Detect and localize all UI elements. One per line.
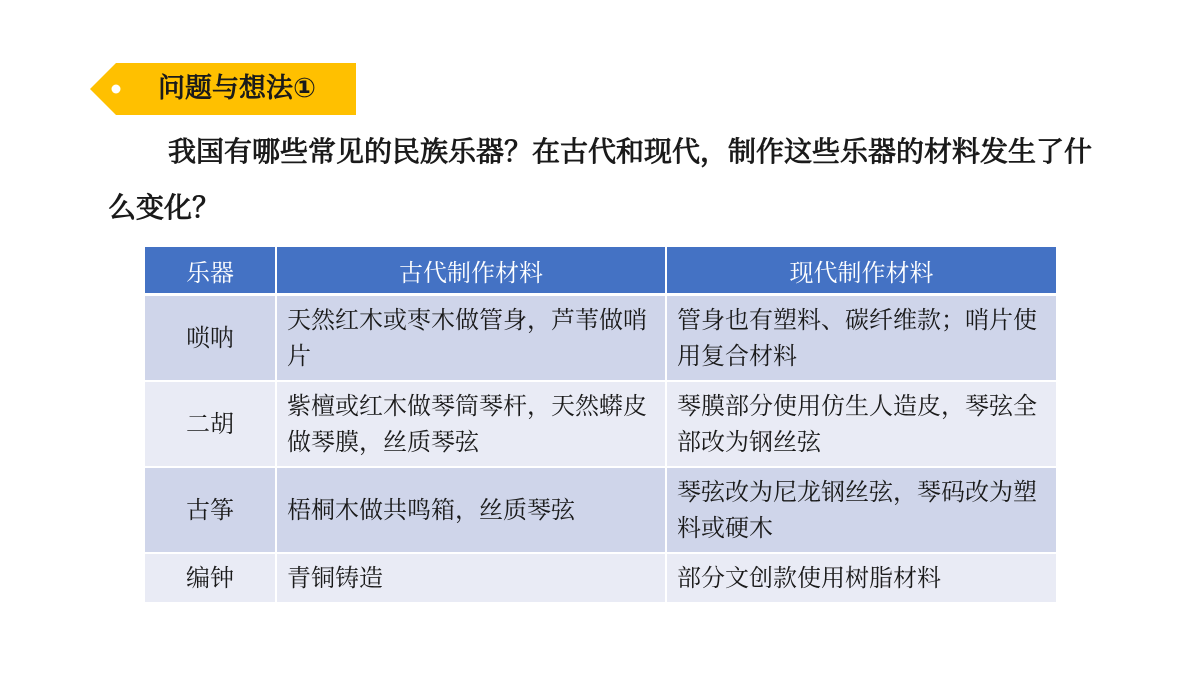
section-tag <box>90 63 356 115</box>
modern-material-cell: 管身也有塑料、碳纤维款；哨片使用复合材料 <box>666 295 1056 382</box>
instrument-cell: 唢呐 <box>145 295 276 382</box>
instrument-cell: 二胡 <box>145 381 276 467</box>
table-row <box>145 467 1056 553</box>
table-header-row <box>145 247 1056 295</box>
header-ancient-materials: 古代制作材料 <box>276 247 666 295</box>
table-row <box>145 381 1056 467</box>
materials-table <box>145 247 1056 604</box>
instrument-cell: 编钟 <box>145 553 276 603</box>
modern-material-cell: 琴弦改为尼龙钢丝弦，琴码改为塑料或硬木 <box>666 467 1056 553</box>
ancient-material-cell: 青铜铸造 <box>276 553 666 603</box>
ancient-material-cell: 梧桐木做共鸣箱，丝质琴弦 <box>276 467 666 553</box>
header-instrument: 乐器 <box>145 247 276 295</box>
section-title: 问题与想法① <box>158 73 316 104</box>
table-row <box>145 553 1056 603</box>
instrument-cell: 古筝 <box>145 467 276 553</box>
table-row <box>145 295 1056 382</box>
modern-material-cell: 琴膜部分使用仿生人造皮，琴弦全部改为钢丝弦 <box>666 381 1056 467</box>
tag-dot-icon <box>112 85 121 94</box>
ancient-material-cell: 天然红木或枣木做管身，芦苇做哨片 <box>276 295 666 382</box>
modern-material-cell: 部分文创款使用树脂材料 <box>666 553 1056 603</box>
header-modern-materials: 现代制作材料 <box>666 247 1056 295</box>
ancient-material-cell: 紫檀或红木做琴筒琴杆，天然蟒皮做琴膜，丝质琴弦 <box>276 381 666 467</box>
question-text: 我国有哪些常见的民族乐器？在古代和现代，制作这些乐器的材料发生了什么变化？ <box>108 135 1093 224</box>
